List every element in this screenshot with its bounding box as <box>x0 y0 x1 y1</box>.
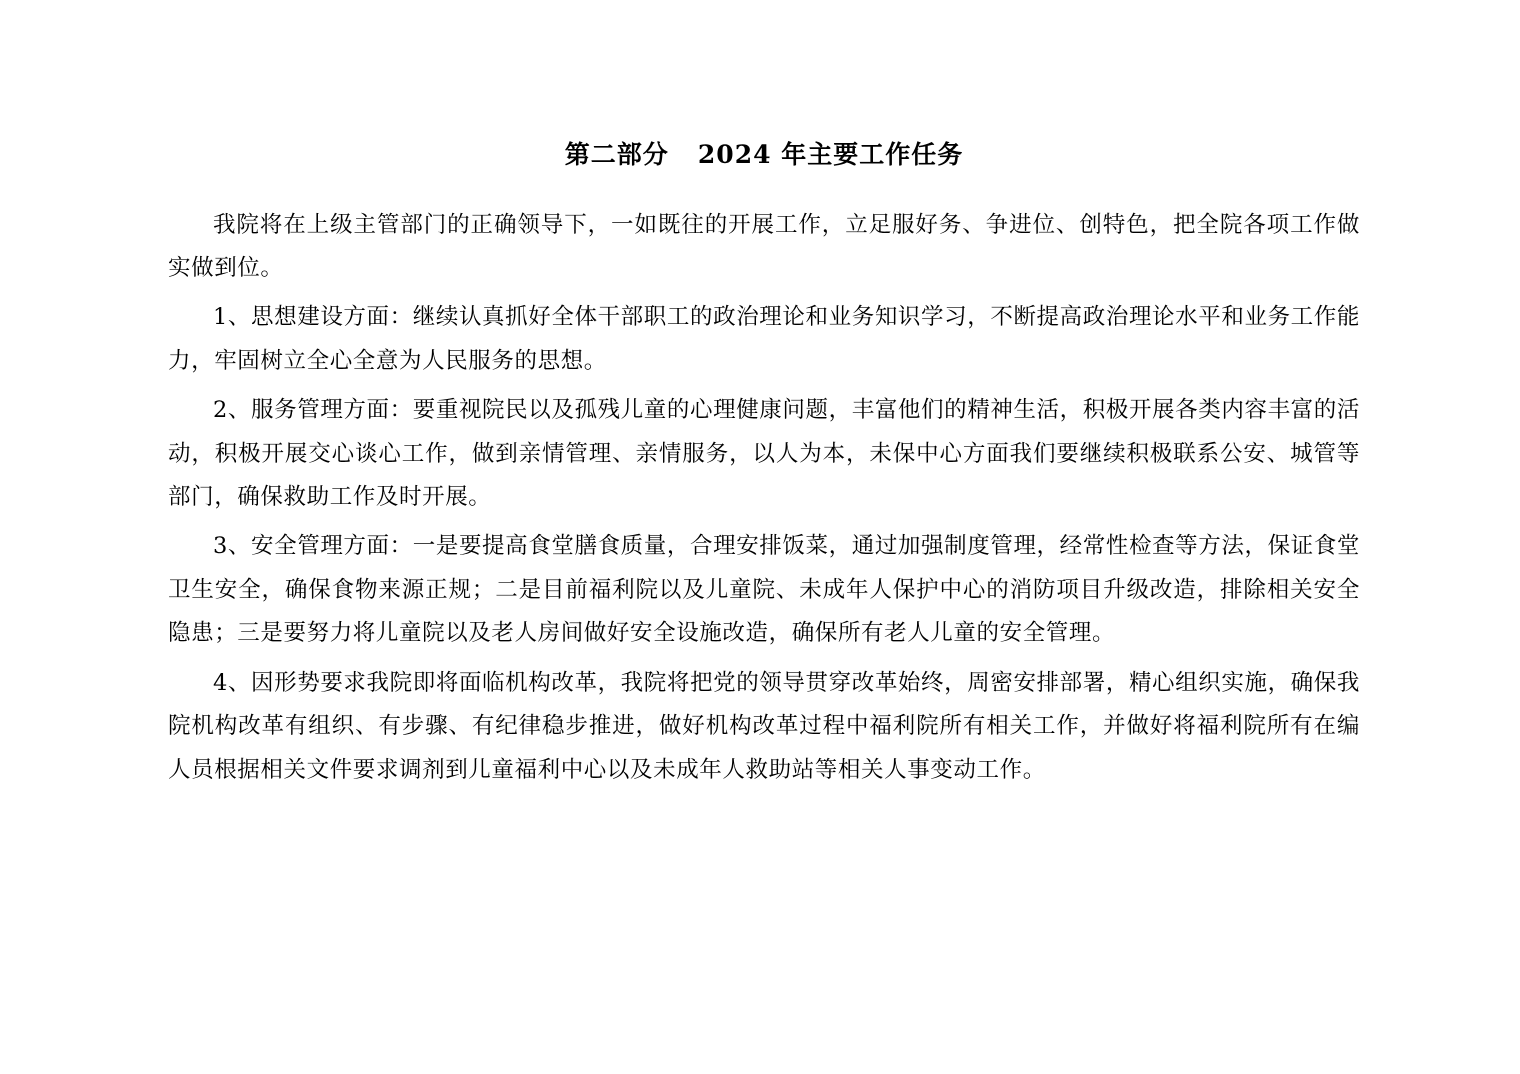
paragraph-item-3: 3、安全管理方面：一是要提高食堂膳食质量，合理安排饭菜，通过加强制度管理，经常性检查等方法，保证食堂卫生安全，确保食物来源正规；二是目前福利院以及儿童院、未成年人保护中心的消防项目升级改造，排除相关安全隐患；三是要努力将儿童院以及老人房间做好安全设施改造，确保所有老人儿童的安全管理。 <box>168 533 1360 647</box>
paragraph-item-1: 1、思想建设方面：继续认真抓好全体干部职工的政治理论和业务知识学习，不断提高政治理论水平和业务工作能力，牢固树立全心全意为人民服务的思想。 <box>168 304 1360 374</box>
paragraph-item-4: 4、因形势要求我院即将面临机构改革，我院将把党的领导贯穿改革始终，周密安排部署，精心组织实施，确保我院机构改革有组织、有步骤、有纪律稳步推进，做好机构改革过程中福利院所有相关工作，并做好将福利院所有在编人员根据相关文件要求调剂到儿童福利中心以及未成年人救助站等相关人事变动工作。 <box>168 669 1360 783</box>
paragraph-intro: 我院将在上级主管部门的正确领导下，一如既往的开展工作，立足服好务、争进位、创特色，把全院各项工作做实做到位。 <box>168 211 1360 281</box>
page-title: 第二部分 2024 年主要工作任务 <box>564 140 964 169</box>
paragraph-item-2: 2、服务管理方面：要重视院民以及孤残儿童的心理健康问题，丰富他们的精神生活，积极开展各类内容丰富的活动，积极开展交心谈心工作，做到亲情管理、亲情服务，以人为本，未保中心方面我们要继续积极联系公安、城管等部门，确保救助工作及时开展。 <box>168 397 1360 511</box>
